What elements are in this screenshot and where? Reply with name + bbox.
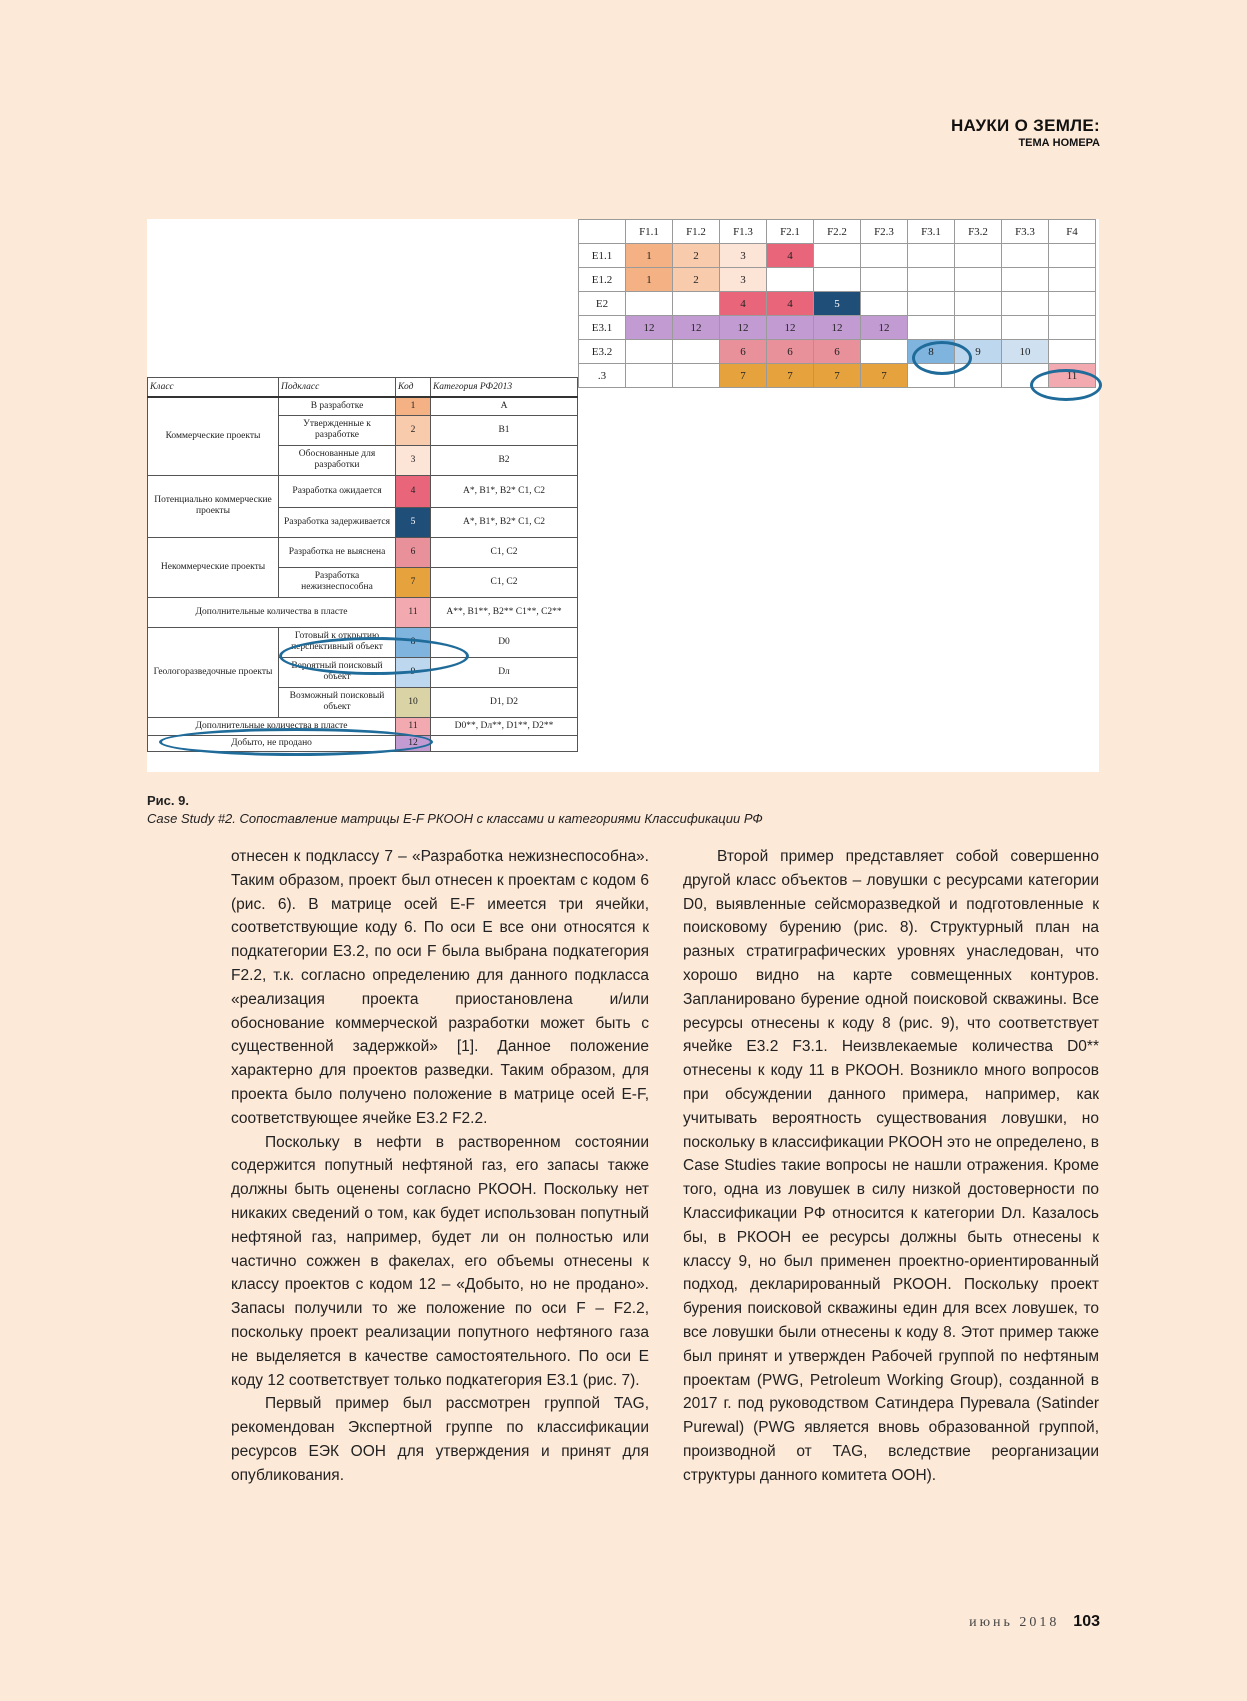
- matrix-cell: [814, 244, 861, 268]
- class-noncommercial: Некоммерческие проекты: [148, 537, 279, 597]
- matrix-cell: 2: [673, 244, 720, 268]
- matrix-cell: [861, 340, 908, 364]
- section-title: НАУКИ О ЗЕМЛЕ:: [950, 116, 1100, 135]
- category-cell: A*, B1*, B2* C1, C2: [431, 475, 578, 507]
- classification-table: [147, 377, 578, 752]
- matrix-cell: 12: [767, 316, 814, 340]
- subclass: Разработка не выяснена: [279, 537, 396, 567]
- header-code: Код: [396, 378, 431, 398]
- category-cell: Dл: [431, 657, 578, 687]
- matrix-cell: 12: [673, 316, 720, 340]
- subclass: Готовый к открытию перспективный объект: [279, 627, 396, 657]
- subclass: Обоснованные для разработки: [279, 445, 396, 475]
- code-cell: 5: [396, 507, 431, 537]
- matrix-corner: [579, 220, 626, 244]
- code-cell: 2: [396, 415, 431, 445]
- figure-9: [147, 219, 1099, 772]
- matrix-cell: 1: [626, 244, 673, 268]
- matrix-col-header: F4: [1049, 220, 1096, 244]
- matrix-cell: [1049, 244, 1096, 268]
- matrix-col-header: F1.3: [720, 220, 767, 244]
- matrix-col-header: F3.3: [1002, 220, 1049, 244]
- matrix-cell: [814, 268, 861, 292]
- matrix-col-header: F3.1: [908, 220, 955, 244]
- matrix-cell: 12: [626, 316, 673, 340]
- matrix-row-header: E1.1: [579, 244, 626, 268]
- paragraph: отнесен к подклассу 7 – «Разработка нежизнеспособна». Таким образом, проект был отнесен к проектам с кодом 6 (рис. 6). В матрице осей E-F имеется три ячейки, соответствующие коду 6. По оси E все они относятся к подкатегории E3.2, по оси F была выбрана подкатегория F2.2, т.к. согласно определению для данного подкласса «реализация проекта приостановлена и/или обоснование коммерческой разработки может быть с существенной задержкой» [1]. Данное положение характерно для проектов разведки. Таким образом, для проекта было получено положение в матрице осей E-F, соответствующее ячейке E3.2 F2.2.: [231, 848, 649, 1127]
- section-subtitle: ТЕМА НОМЕРА: [1018, 137, 1100, 149]
- matrix-cell: [673, 292, 720, 316]
- highlight-code-11: [1030, 369, 1102, 401]
- code-cell: 4: [396, 475, 431, 507]
- code-cell: 8: [396, 627, 431, 657]
- highlight-e32-f31: [912, 341, 972, 375]
- class-exploration: Геологоразведочные проекты: [148, 627, 279, 717]
- header-category: Категория РФ2013: [431, 378, 578, 398]
- category-cell: A*, B1*, B2* C1, C2: [431, 507, 578, 537]
- code-cell: 10: [396, 687, 431, 717]
- matrix-cell: [1002, 316, 1049, 340]
- header-class: Класс: [148, 378, 279, 398]
- code-cell: 3: [396, 445, 431, 475]
- class-additional-2: Дополнительные количества в пласте: [148, 717, 396, 735]
- matrix-cell: 7: [720, 364, 767, 388]
- matrix-row-header: .3: [579, 364, 626, 388]
- matrix-col-header: F2.1: [767, 220, 814, 244]
- code-cell: 11: [396, 717, 431, 735]
- matrix-cell: [861, 244, 908, 268]
- matrix-cell: 4: [767, 244, 814, 268]
- matrix-col-header: F1.1: [626, 220, 673, 244]
- category-cell: D0: [431, 627, 578, 657]
- section-header: [951, 116, 1100, 149]
- matrix-cell: 1: [626, 268, 673, 292]
- subclass: Утвержденные к разработке: [279, 415, 396, 445]
- highlight-additional-row: [159, 728, 433, 756]
- matrix-cell: 12: [814, 316, 861, 340]
- matrix-cell: [626, 364, 673, 388]
- header-subclass: Подкласс: [279, 378, 396, 398]
- matrix-cell: [1049, 340, 1096, 364]
- paragraph: Поскольку в нефти в растворенном состоянии содержится попутный нефтяной газ, его запасы также должны быть оценены согласно РКООН. Поскольку нет никаких сведений о том, как будет использован попутный нефтяной газ, например, будет ли он полностью или частично сожжен в факелах, его объемы отнесены к классу проектов с кодом 12 – «Добыто, но не продано». Запасы получили то же положение по оси F – F2.2, поскольку проект реализации попутного нефтяного газа не выделяется в качестве самостоятельного. По оси E коду 12 соответствует только подкатегория E3.1 (рис. 7).: [231, 1133, 649, 1389]
- category-cell: [431, 735, 578, 751]
- matrix-cell: [908, 244, 955, 268]
- page-number: 103: [1073, 1613, 1100, 1630]
- matrix-cell: [955, 244, 1002, 268]
- code-cell: 9: [396, 657, 431, 687]
- subclass: Разработка задерживается: [279, 507, 396, 537]
- subclass: В разработке: [279, 397, 396, 415]
- matrix-cell: 8: [908, 340, 955, 364]
- matrix-cell: 6: [767, 340, 814, 364]
- matrix-cell: [1049, 316, 1096, 340]
- matrix-cell: 6: [814, 340, 861, 364]
- matrix-cell: 7: [861, 364, 908, 388]
- matrix-cell: [861, 292, 908, 316]
- matrix-cell: [908, 292, 955, 316]
- subclass: Вероятный поисковый объект: [279, 657, 396, 687]
- matrix-cell: 12: [861, 316, 908, 340]
- issue-date: июнь 2018: [969, 1615, 1060, 1630]
- matrix-cell: [955, 292, 1002, 316]
- matrix-cell: 4: [720, 292, 767, 316]
- category-cell: D0**, Dл**, D1**, D2**: [431, 717, 578, 735]
- code-cell: 6: [396, 537, 431, 567]
- matrix-cell: 2: [673, 268, 720, 292]
- matrix-cell: 10: [1002, 340, 1049, 364]
- matrix-cell: [1002, 268, 1049, 292]
- paragraph: Второй пример представляет собой совершенно другой класс объектов – ловушки с ресурсами категории D0, выявленные сейсморазведкой и подготовленные к поисковому бурению (рис. 8). Структурный план на разных стратиграфических уровнях унаследован, что хорошо видно на карте совмещенных контуров. Запланировано бурение одной поисковой скважины. Все ресурсы отнесены к коду 8 (рис. 9), что соответствует ячейке E3.2 F3.1. Неизвлекаемые количества D0** отнесены к коду 11 в РКООН. Возникло много вопросов при обсуждении данного примера, например, как учитывать вероятность существования ловушки, но поскольку в классификации РКООН это не определено, в Case Studies такие вопросы не нашли отражения. Кроме того, одна из ловушек в силу низкой достоверности по Классификации РФ относится к категории Dл. Казалось бы, в РКООН ее ресурсы должны быть отнесены к классу 9, но был применен проектно-ориентированный подход, декларированный РКООН. Поскольку проект бурения поисковой скважины един для всех ловушек, то все ловушки были отнесены к коду 8. Этот пример также был принят и утвержден Рабочей группой по нефтяным проектам (PWG, Petroleum Working Group), созданной в 2017 г. под руководством Сатиндера Пуревала (Satinder Purewal) (PWG является вновь образованной группой, производной от TAG, вследствие реорганизации структуры данного комитета ООН).: [683, 848, 1099, 1484]
- matrix-cell: 5: [814, 292, 861, 316]
- highlight-code-8-row: [279, 637, 469, 675]
- caption-text: Case Study #2. Сопоставление матрицы E-F РКООН с классами и категориями Классификации РФ: [147, 811, 763, 826]
- matrix-cell: [1049, 292, 1096, 316]
- matrix-col-header: F2.3: [861, 220, 908, 244]
- matrix-cell: 7: [814, 364, 861, 388]
- matrix-cell: [955, 316, 1002, 340]
- matrix-cell: 7: [767, 364, 814, 388]
- matrix-cell: [1002, 244, 1049, 268]
- matrix-cell: 3: [720, 268, 767, 292]
- class-additional: Дополнительные количества в пласте: [148, 597, 396, 627]
- code-cell: 1: [396, 397, 431, 415]
- matrix-col-header: F2.2: [814, 220, 861, 244]
- code-cell: 12: [396, 735, 431, 751]
- category-cell: A: [431, 397, 578, 415]
- class-potential: Потенциально коммерческие проекты: [148, 475, 279, 537]
- matrix-row-header: E1.2: [579, 268, 626, 292]
- matrix-cell: [1002, 292, 1049, 316]
- matrix-row-header: E3.2: [579, 340, 626, 364]
- matrix-cell: 6: [720, 340, 767, 364]
- category-cell: A**, B1**, B2** C1**, C2**: [431, 597, 578, 627]
- subclass: Разработка ожидается: [279, 475, 396, 507]
- class-commercial: Коммерческие проекты: [148, 397, 279, 475]
- matrix-cell: 12: [720, 316, 767, 340]
- text-column-right: [683, 845, 1099, 1488]
- category-cell: C1, C2: [431, 567, 578, 597]
- matrix-cell: [767, 268, 814, 292]
- matrix-cell: 4: [767, 292, 814, 316]
- matrix-col-header: F3.2: [955, 220, 1002, 244]
- page-footer: [969, 1613, 1100, 1631]
- paragraph: Первый пример был рассмотрен группой TAG, рекомендован Экспертной группе по классификации ресурсов ЕЭК ООН для утверждения и принят для опубликования.: [231, 1395, 649, 1484]
- code-cell: 7: [396, 567, 431, 597]
- matrix-cell: 11: [1049, 364, 1096, 388]
- caption-number: Рис. 9.: [147, 793, 189, 808]
- ef-matrix: [578, 219, 1096, 388]
- matrix-cell: [955, 268, 1002, 292]
- matrix-cell: 3: [720, 244, 767, 268]
- code-cell: 11: [396, 597, 431, 627]
- matrix-col-header: F1.2: [673, 220, 720, 244]
- matrix-cell: 9: [955, 340, 1002, 364]
- category-cell: B1: [431, 415, 578, 445]
- matrix-cell: [861, 268, 908, 292]
- subclass: Возможный поисковый объект: [279, 687, 396, 717]
- category-cell: D1, D2: [431, 687, 578, 717]
- matrix-cell: [908, 316, 955, 340]
- text-column-left: [231, 845, 649, 1488]
- category-cell: B2: [431, 445, 578, 475]
- matrix-cell: [626, 292, 673, 316]
- matrix-cell: [673, 340, 720, 364]
- class-produced: Добыто, не продано: [148, 735, 396, 751]
- category-cell: C1, C2: [431, 537, 578, 567]
- figure-caption: [147, 793, 763, 826]
- matrix-cell: [626, 340, 673, 364]
- matrix-cell: [673, 364, 720, 388]
- matrix-row-header: E3.1: [579, 316, 626, 340]
- matrix-cell: [1049, 268, 1096, 292]
- matrix-row-header: E2: [579, 292, 626, 316]
- subclass: Разработка нежизнеспособна: [279, 567, 396, 597]
- matrix-cell: [908, 268, 955, 292]
